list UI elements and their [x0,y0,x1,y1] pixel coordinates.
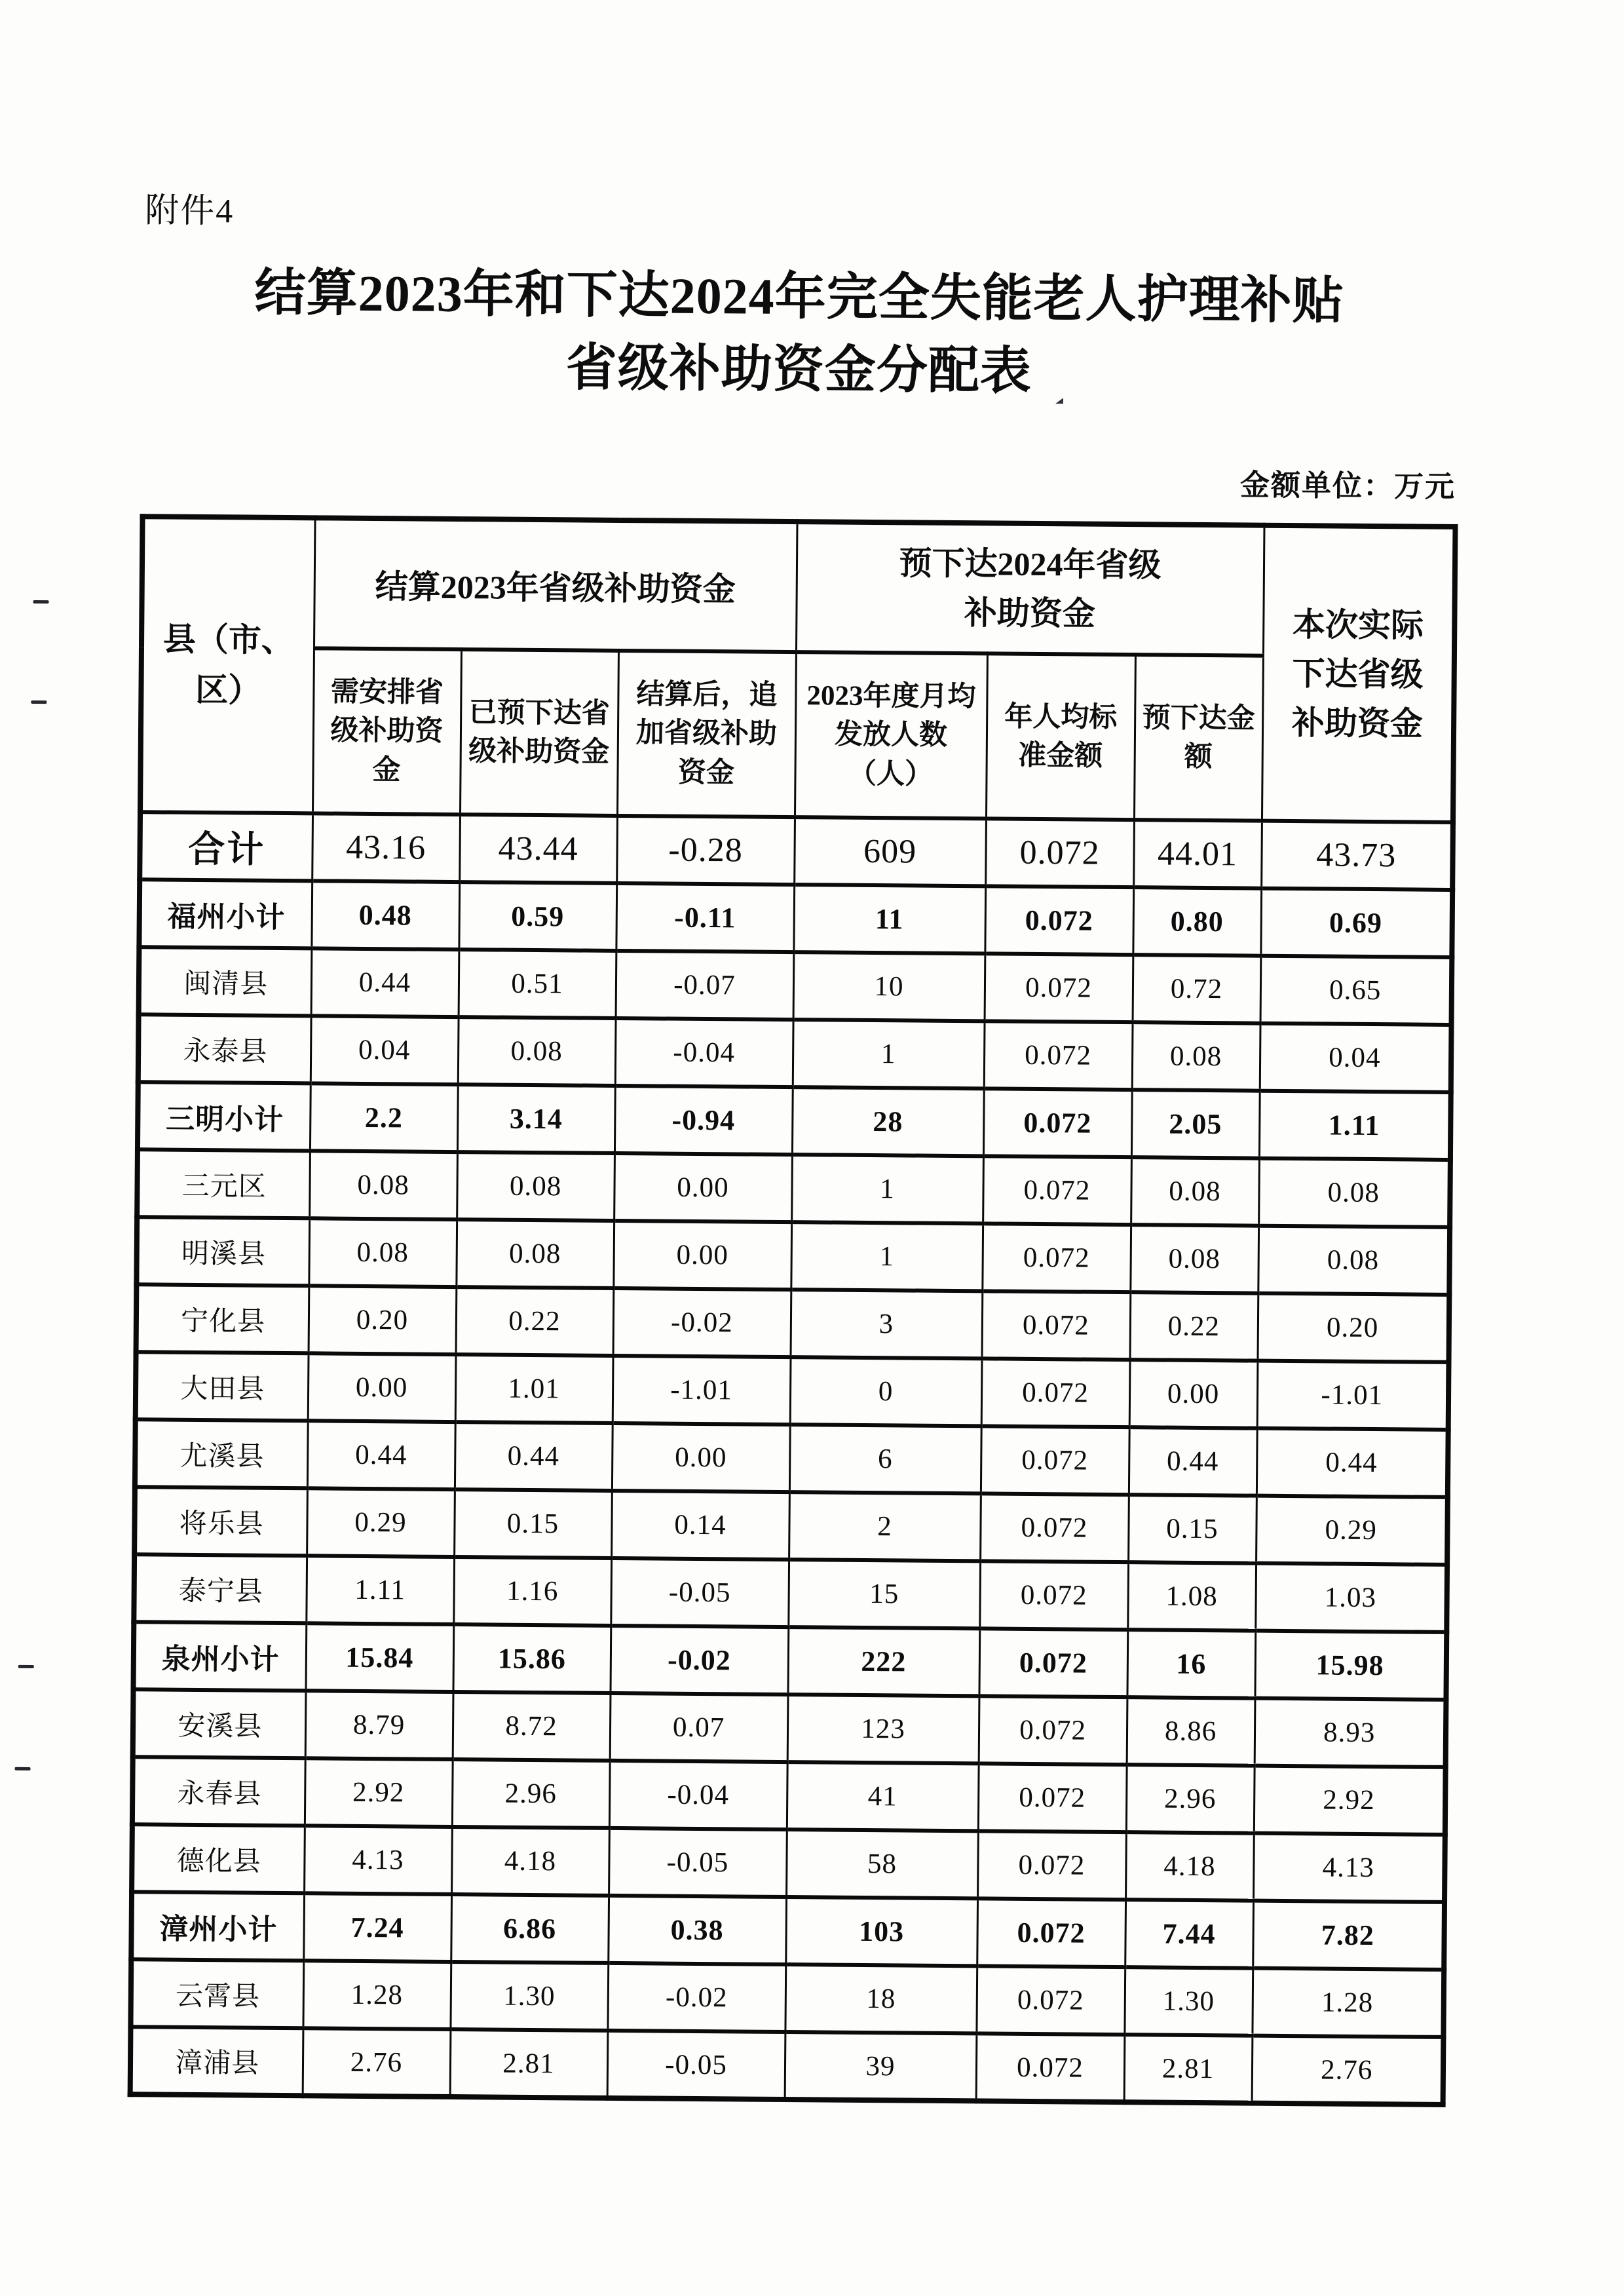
table-row [134,1622,1447,1700]
cell-value: -0.07 [616,951,794,1020]
cell-value: 0.08 [1258,1226,1450,1295]
allocation-table [128,514,1458,2107]
row-label: 漳浦县 [130,2027,303,2095]
row-label: 明溪县 [136,1217,309,1286]
header-row-groups [142,516,1456,657]
cell-value: 0.44 [1129,1427,1257,1496]
cell-value: 1.16 [453,1557,611,1626]
cell-value: 1.28 [1252,1968,1444,2037]
cell-value: 0 [790,1357,982,1426]
cell-value: 18 [785,1964,977,2033]
cell-value: 6 [789,1425,981,1493]
cell-value: 3 [791,1290,983,1358]
cell-value: 3.14 [457,1084,615,1153]
row-label: 三元区 [137,1149,310,1218]
header-preissue-amount: 预下达金额 [1134,655,1263,821]
cell-value: 1.28 [303,1961,451,2029]
cell-value: 10 [793,952,985,1021]
cell-value: 1.30 [450,1962,608,2031]
cell-value: 0.22 [1129,1292,1258,1361]
row-label: 宁化县 [136,1284,309,1353]
cell-value: 8.86 [1127,1697,1255,1766]
cell-value: 0.44 [455,1422,613,1491]
cell-value: 0.072 [982,1223,1131,1292]
header-actual-issued [1262,526,1456,822]
cell-value: 0.08 [309,1218,457,1287]
row-label: 尤溪县 [135,1419,308,1488]
cell-value: 0.65 [1260,956,1452,1025]
cell-value: 609 [794,817,986,886]
table-row [133,1689,1446,1767]
cell-value: 2 [789,1492,981,1561]
cell-value: -0.94 [614,1086,793,1155]
cell-value: 0.69 [1260,889,1452,957]
header-need-arranged: 需安排省级补助资金 [312,648,461,814]
header-row-subcolumns [140,647,1454,822]
scan-artifact-dash [31,700,47,704]
row-label: 永泰县 [138,1014,311,1083]
cell-value: 0.00 [1129,1360,1258,1428]
row-label: 安溪县 [133,1689,306,1758]
cell-value: 0.072 [985,886,1133,955]
cell-value: 123 [787,1694,979,1763]
cell-value: 4.18 [1125,1832,1254,1901]
table-row [137,1149,1450,1227]
cell-value: 8.93 [1255,1698,1446,1767]
header-per-capita-standard: 年人均标准金额 [986,653,1135,820]
table-row [140,812,1453,890]
cell-value: 1.08 [1127,1562,1256,1631]
cell-value: 28 [792,1087,984,1156]
row-label: 永春县 [132,1757,305,1826]
cell-value: -0.05 [609,1828,787,1897]
document-title [141,256,1458,411]
cell-value: 0.072 [979,1696,1127,1765]
cell-value: 0.44 [307,1421,455,1489]
document-title-line-1: 结算2023年和下达2024年完全失能老人护理补贴 [254,263,1345,330]
scan-artifact-dash [15,1767,31,1770]
header-already-preissued: 已预下达省级补助资金 [460,649,618,816]
cell-value: 4.18 [451,1827,609,1896]
cell-value: 7.44 [1125,1900,1253,1968]
cell-value: 7.82 [1253,1901,1445,1970]
table-row [132,1824,1445,1902]
cell-value: 0.072 [979,1561,1128,1630]
cell-value: 43.16 [312,813,460,882]
row-label: 云霄县 [130,1959,303,2028]
row-label: 三明小计 [138,1082,311,1151]
cell-value: 2.92 [305,1758,453,1827]
cell-value: 2.76 [303,2028,451,2097]
cell-value: 0.00 [612,1423,790,1492]
cell-value: 0.04 [311,1016,459,1084]
cell-value: -0.05 [607,2031,785,2099]
cell-value: 2.96 [452,1759,610,1828]
cell-value: 0.00 [614,1153,792,1222]
cell-value: 2.05 [1131,1090,1260,1158]
cell-value: 58 [786,1829,978,1898]
cell-value: 43.44 [459,814,617,883]
row-label: 泉州小计 [134,1622,307,1691]
cell-value: 0.072 [977,1898,1125,1967]
table-row [134,1487,1448,1565]
cell-value: 0.072 [978,1763,1127,1832]
cell-value: 0.20 [1257,1293,1449,1362]
cell-value: -1.01 [1257,1361,1449,1430]
cell-value: 2.96 [1126,1765,1255,1833]
header-group-2024-label: 预下达2024年省级补助资金 [899,545,1161,632]
table-row [138,1014,1452,1092]
cell-value: 0.08 [456,1219,614,1288]
cell-value: 1.11 [1259,1091,1451,1160]
cell-value: 39 [785,2032,977,2101]
cell-value: 6.86 [451,1894,609,1963]
header-monthly-recipients: 2023年度月均发放人数（人） [795,652,987,818]
cell-value: 1.01 [455,1354,613,1423]
cell-value: 2.81 [1124,2035,1253,2103]
row-label: 泰宁县 [134,1554,307,1623]
cell-value: 0.08 [309,1151,457,1219]
header-region [140,516,315,813]
cell-value: 0.072 [980,1493,1129,1562]
cell-value: 1.11 [306,1556,454,1624]
cell-value: 0.08 [1132,1022,1260,1091]
cell-value: 0.072 [981,1358,1130,1427]
table-row [130,1959,1444,2037]
cell-value: 103 [785,1897,977,1966]
cell-value: 16 [1127,1630,1255,1698]
row-label: 将乐县 [134,1487,307,1556]
cell-value: 0.44 [1256,1428,1448,1497]
row-label: 德化县 [132,1824,305,1893]
cell-value: 0.00 [308,1353,456,1422]
table-row [139,879,1452,957]
cell-value: 4.13 [304,1826,452,1894]
cell-value: 0.29 [307,1488,455,1557]
cell-value: 0.07 [610,1693,788,1762]
table-row [130,2027,1444,2105]
cell-value: 1.03 [1255,1563,1447,1632]
cell-value: 0.072 [977,1831,1126,1900]
cell-value: 15.98 [1255,1631,1446,1700]
scan-artifact-dash [33,600,49,603]
cell-value: -0.04 [609,1761,787,1829]
table-row [136,1352,1449,1430]
cell-value: 1 [791,1155,983,1223]
cell-value: 0.00 [613,1221,791,1290]
row-label: 合计 [140,812,312,881]
cell-value: 0.51 [459,949,616,1018]
table-row [132,1757,1446,1835]
attachment-label: 附件4 [144,192,235,231]
cell-value: 0.15 [1128,1495,1256,1563]
cell-value: 2.2 [310,1083,458,1152]
table-row [136,1284,1450,1362]
cell-value: 0.072 [985,953,1133,1022]
cell-value: 0.072 [985,818,1134,887]
row-label: 福州小计 [139,879,312,948]
cell-value: -1.01 [613,1356,791,1425]
table-row [135,1419,1448,1497]
cell-value: 15 [788,1559,980,1628]
header-group-2023-settlement [314,518,797,652]
cell-value: 0.072 [982,1291,1131,1360]
cell-value: 44.01 [1133,820,1262,889]
cell-value: -0.02 [607,1963,785,2032]
cell-value: 0.08 [457,1152,614,1221]
cell-value: 1 [791,1222,983,1291]
table-row [136,1217,1450,1295]
cell-value: 222 [787,1627,979,1696]
cell-value: 0.08 [1131,1157,1259,1226]
cell-value: 0.072 [983,1156,1131,1225]
table-row [139,947,1452,1025]
cell-value: 41 [787,1762,979,1831]
cell-value: 0.44 [311,948,459,1017]
cell-value: 0.38 [608,1896,786,1964]
cell-value: 0.08 [1258,1158,1450,1227]
cell-value: 15.86 [453,1624,611,1693]
cell-value: -0.05 [611,1558,789,1627]
cell-value: -0.04 [615,1018,793,1087]
cell-value: 8.79 [305,1691,453,1759]
header-actual-label: 本次实际下达省级补助资金 [1291,605,1424,742]
cell-value: 0.072 [983,1088,1132,1157]
cell-value: 0.14 [611,1491,789,1559]
cell-value: 2.81 [450,2029,608,2098]
cell-value: 15.84 [305,1623,453,1692]
cell-value: 11 [793,885,985,953]
scan-artifact-dash [18,1665,34,1668]
cell-value: 0.072 [981,1426,1129,1495]
table-row [138,1082,1451,1160]
cell-value: -0.28 [616,816,795,885]
row-label: 大田县 [136,1352,309,1421]
cell-value: 0.59 [459,882,616,951]
table-row [131,1892,1445,1970]
cell-value: 0.48 [311,881,459,949]
cell-value: 0.08 [1130,1225,1258,1293]
header-group-2024-preissue [796,522,1264,656]
cell-value: 1.30 [1124,1967,1253,2036]
document-title-line-2: 省级补助资金分配表 [565,339,1032,400]
cell-value: -0.02 [610,1626,788,1694]
cell-value: 0.15 [454,1489,612,1558]
cell-value: 0.072 [976,1966,1125,2035]
header-region-label: 县（市、区） [162,621,295,709]
cell-value: 8.72 [453,1692,611,1761]
cell-value: 2.76 [1252,2036,1444,2105]
header-group-2023-label: 结算2023年省级补助资金 [375,568,736,608]
header-post-settlement-addition: 结算后，追加省级补助资金 [617,651,796,817]
cell-value: 0.072 [984,1021,1133,1090]
cell-value: 0.04 [1260,1024,1452,1092]
cell-value: 0.72 [1133,955,1261,1024]
cell-value: 1 [793,1020,985,1088]
amount-unit-note: 金额单位：万元 [1239,469,1456,504]
table-row [134,1554,1447,1632]
cell-value: -0.11 [616,883,794,952]
cell-value: 2.92 [1254,1766,1446,1835]
table-body [130,812,1453,2105]
cell-value: 0.072 [979,1628,1127,1697]
cell-value: 0.80 [1133,887,1261,956]
cell-value: 0.08 [458,1017,616,1086]
row-label: 漳州小计 [131,1892,304,1961]
cell-value: 0.072 [976,2033,1125,2102]
cell-value: 7.24 [303,1893,451,1962]
cell-value: 4.13 [1253,1833,1445,1902]
row-label: 闽清县 [139,947,312,1016]
cell-value: -0.02 [613,1288,791,1357]
cell-value: 0.20 [309,1286,457,1354]
cell-value: 0.22 [456,1287,614,1356]
cell-value: 43.73 [1261,821,1453,890]
cell-value: 0.29 [1256,1496,1448,1565]
